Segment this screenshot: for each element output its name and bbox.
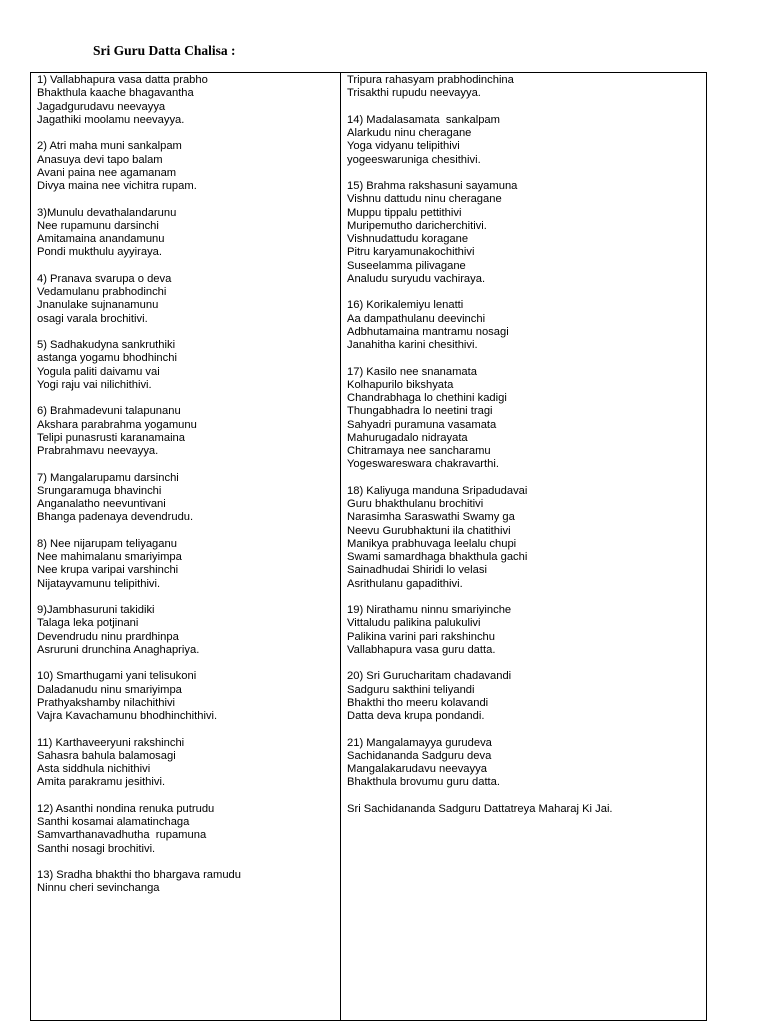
- verse-line: Santhi kosamai alamatinchaga: [37, 816, 190, 828]
- verse-line: Analudu suryudu vachiraya.: [347, 272, 486, 285]
- verse-line: Nee mahimalanu smariyimpa: [37, 551, 182, 563]
- verse-line: 10) Smarthugami yani telisukoni: [37, 670, 197, 683]
- verse-line: Yogula paliti daivamu vai: [37, 365, 160, 378]
- verse-line: Thungabhadra lo neetini tragi: [347, 405, 493, 418]
- verse-line: Vedamulanu prabhodinchi: [37, 286, 167, 298]
- verse-line: Vishnudattudu koragane: [347, 233, 469, 245]
- verse-line: Suseelamma pilivagane: [347, 259, 466, 272]
- verse-line: Mangalakarudavu neevayya: [347, 763, 487, 775]
- verse-line: Alarkudu ninu cheragane: [347, 127, 472, 139]
- verse-line: yogeeswaruniga chesithivi.: [347, 153, 481, 166]
- verse-line: Divya maina nee vichitra rupam.: [37, 180, 197, 192]
- verse-line: Vallabhapura vasa guru datta.: [347, 643, 496, 656]
- verse-line: Srungaramuga bhavinchi: [37, 484, 162, 497]
- verse-line: Santhi nosagi brochitivi.: [37, 842, 156, 855]
- verse-line: Devendrudu ninu prardhinpa: [37, 630, 179, 643]
- verse-line: Amitamaina anandamunu: [37, 233, 165, 245]
- verse-line: 16) Korikalemiyu lenatti: [347, 299, 464, 312]
- verse-line: Adbhutamaina mantramu nosagi: [347, 325, 509, 338]
- verse-line: 12) Asanthi nondina renuka putrudu: [37, 802, 215, 815]
- verse-line: 4) Pranava svarupa o deva: [37, 272, 172, 285]
- verse-line: Telipi punasrusti karanamaina: [37, 431, 186, 444]
- verse-line: Anganalatho neevuntivani: [37, 498, 166, 510]
- verse-line: Sainadhudai Shiridi lo velasi: [347, 564, 487, 577]
- verse-line: astanga yogamu bhodhinchi: [37, 352, 177, 365]
- left-column: [37, 74, 337, 896]
- verse-line: Ninnu cheri sevinchanga: [37, 882, 160, 895]
- verse-line: Kolhapurilo bikshyata: [347, 378, 454, 391]
- blank-line: [347, 657, 703, 670]
- verse-line: Avani paina nee agamanam: [37, 166, 177, 179]
- blank-line: [347, 101, 703, 114]
- verse-line: Neevu Gurubhaktuni ila chatithivi: [347, 524, 511, 537]
- verse-line: Yogeswareswara chakravarthi.: [347, 458, 499, 471]
- verse-line: Sahyadri puramuna vasamata: [347, 418, 497, 431]
- blank-line: [37, 723, 337, 736]
- verse-line: Vishnu dattudu ninu cheragane: [347, 193, 502, 206]
- verse-line: 15) Brahma rakshasuni sayamuna: [347, 180, 518, 192]
- verse-line: Chitramaya nee sancharamu: [347, 445, 491, 457]
- verse-line: 5) Sadhakudyna sankruthiki: [37, 339, 176, 351]
- verse-line: Samvarthanavadhutha rupamuna: [37, 829, 207, 842]
- verse-line: Daladanudu ninu smariyimpa: [37, 683, 182, 696]
- verse-line: Yoga vidyanu telipithivi: [347, 140, 460, 153]
- verse-line: 9)Jambhasuruni takidiki: [37, 604, 155, 616]
- blank-line: [37, 525, 337, 538]
- verse-line: Pitru karyamunakochithivi: [347, 246, 475, 259]
- right-column: [347, 74, 703, 816]
- verse-line: 18) Kaliyuga manduna Sripadudavai: [347, 484, 528, 497]
- blank-line: [37, 657, 337, 670]
- blank-line: [37, 127, 337, 140]
- blank-line: [347, 167, 703, 180]
- verse-line: 19) Nirathamu ninnu smariyinche: [347, 604, 512, 616]
- verse-line: Prabrahmavu neevayya.: [37, 445, 159, 457]
- blank-line: [37, 591, 337, 604]
- verse-line: Chandrabhaga lo chethini kadigi: [347, 392, 507, 404]
- verse-line: Muppu tippalu pettithivi: [347, 206, 462, 219]
- verse-line: 20) Sri Gurucharitam chadavandi: [347, 670, 512, 683]
- verse-line: Nee krupa varipai varshinchi: [37, 564, 179, 577]
- blank-line: [37, 193, 337, 206]
- verse-line: Nijatayvamunu telipithivi.: [37, 577, 161, 590]
- verse-line: Yogi raju vai nilichithivi.: [37, 378, 152, 391]
- verse-line: 14) Madalasamata sankalpam: [347, 113, 500, 126]
- verse-line: 6) Brahmadevuni talapunanu: [37, 405, 181, 418]
- verse-line: Narasimha Saraswathi Swamy ga: [347, 511, 515, 524]
- verse-line: Vittaludu palikina palukulivi: [347, 617, 481, 630]
- verse-line: Jagadgurudavu neevayya: [37, 100, 166, 113]
- verse-line: 11) Karthaveeryuni rakshinchi: [37, 736, 185, 749]
- verse-line: Aa dampathulanu deevinchi: [347, 312, 486, 325]
- blank-line: [37, 392, 337, 405]
- verse-line: Talaga leka potjinani: [37, 617, 139, 630]
- verse-line: Bhakthula kaache bhagavantha: [37, 87, 194, 100]
- verse-line: Akshara parabrahma yogamunu: [37, 418, 197, 431]
- blank-line: [37, 458, 337, 471]
- verse-line: Janahitha karini chesithivi.: [347, 339, 478, 351]
- verse-line: Trisakthi rupudu neevayya.: [347, 87, 481, 100]
- verse-line: Asta siddhula nichithivi: [37, 763, 151, 775]
- column-divider: [340, 73, 341, 1020]
- verse-line: Tripura rahasyam prabhodinchina: [347, 74, 514, 86]
- blank-line: [37, 856, 337, 869]
- verse-line: 17) Kasilo nee snanamata: [347, 365, 477, 378]
- verse-line: Sachidananda Sadguru deva: [347, 749, 492, 762]
- verse-line: Palikina varini pari rakshinchu: [347, 630, 495, 643]
- verse-line: Mahurugadalo nidrayata: [347, 431, 468, 444]
- verse-line: Guru bhakthulanu brochitivi: [347, 498, 484, 510]
- verse-line: Sadguru sakthini teliyandi: [347, 683, 475, 696]
- verse-line: 1) Vallabhapura vasa datta prabho: [37, 74, 208, 86]
- blank-line: [347, 352, 703, 365]
- blank-line: [37, 260, 337, 273]
- verse-line: Jagathiki moolamu neevayya.: [37, 113, 185, 126]
- verse-line: 3)Munulu devathalandarunu: [37, 206, 177, 219]
- blank-line: [347, 591, 703, 604]
- verse-line: Sri Sachidananda Sadguru Dattatreya Maharaj Ki Jai.: [347, 802, 613, 815]
- verse-line: 7) Mangalarupamu darsinchi: [37, 471, 179, 484]
- blank-line: [347, 472, 703, 485]
- verse-line: Nee rupamunu darsinchi: [37, 219, 159, 232]
- verse-line: osagi varala brochitivi.: [37, 312, 148, 325]
- verse-line: Manikya prabhuvaga leelalu chupi: [347, 537, 517, 550]
- verse-line: Datta deva krupa pondandi.: [347, 710, 485, 722]
- verse-line: 2) Atri maha muni sankalpam: [37, 140, 182, 153]
- verse-line: Amita parakramu jesithivi.: [37, 776, 166, 789]
- document-title: Sri Guru Datta Chalisa :: [93, 43, 236, 58]
- blank-line: [347, 723, 703, 736]
- verse-line: Prathyakshamby nilachithivi: [37, 696, 176, 709]
- verse-line: Swami samardhaga bhakthula gachi: [347, 551, 528, 563]
- chalisa-table: [30, 72, 707, 1021]
- verse-line: 8) Nee nijarupam teliyaganu: [37, 537, 177, 550]
- verse-line: Vajra Kavachamunu bhodhinchithivi.: [37, 710, 218, 722]
- verse-line: Pondi mukthulu ayyiraya.: [37, 246, 162, 259]
- verse-line: Bhakthula brovumu guru datta.: [347, 776, 500, 789]
- verse-line: Asrithulanu gapadithivi.: [347, 577, 463, 590]
- verse-line: Asruruni drunchina Anaghapriya.: [37, 643, 200, 656]
- verse-line: Jnanulake sujnanamunu: [37, 299, 159, 312]
- blank-line: [347, 286, 703, 299]
- verse-line: Bhanga padenaya devendrudu.: [37, 511, 194, 524]
- blank-line: [37, 326, 337, 339]
- verse-line: 21) Mangalamayya gurudeva: [347, 736, 492, 749]
- verse-line: Anasuya devi tapo balam: [37, 153, 163, 166]
- verse-line: Bhakthi tho meeru kolavandi: [347, 696, 489, 709]
- blank-line: [37, 790, 337, 803]
- verse-line: Sahasra bahula balamosagi: [37, 749, 176, 762]
- blank-line: [347, 790, 703, 803]
- verse-line: 13) Sradha bhakthi tho bhargava ramudu: [37, 869, 241, 881]
- verse-line: Muripemutho daricherchitivi.: [347, 219, 487, 232]
